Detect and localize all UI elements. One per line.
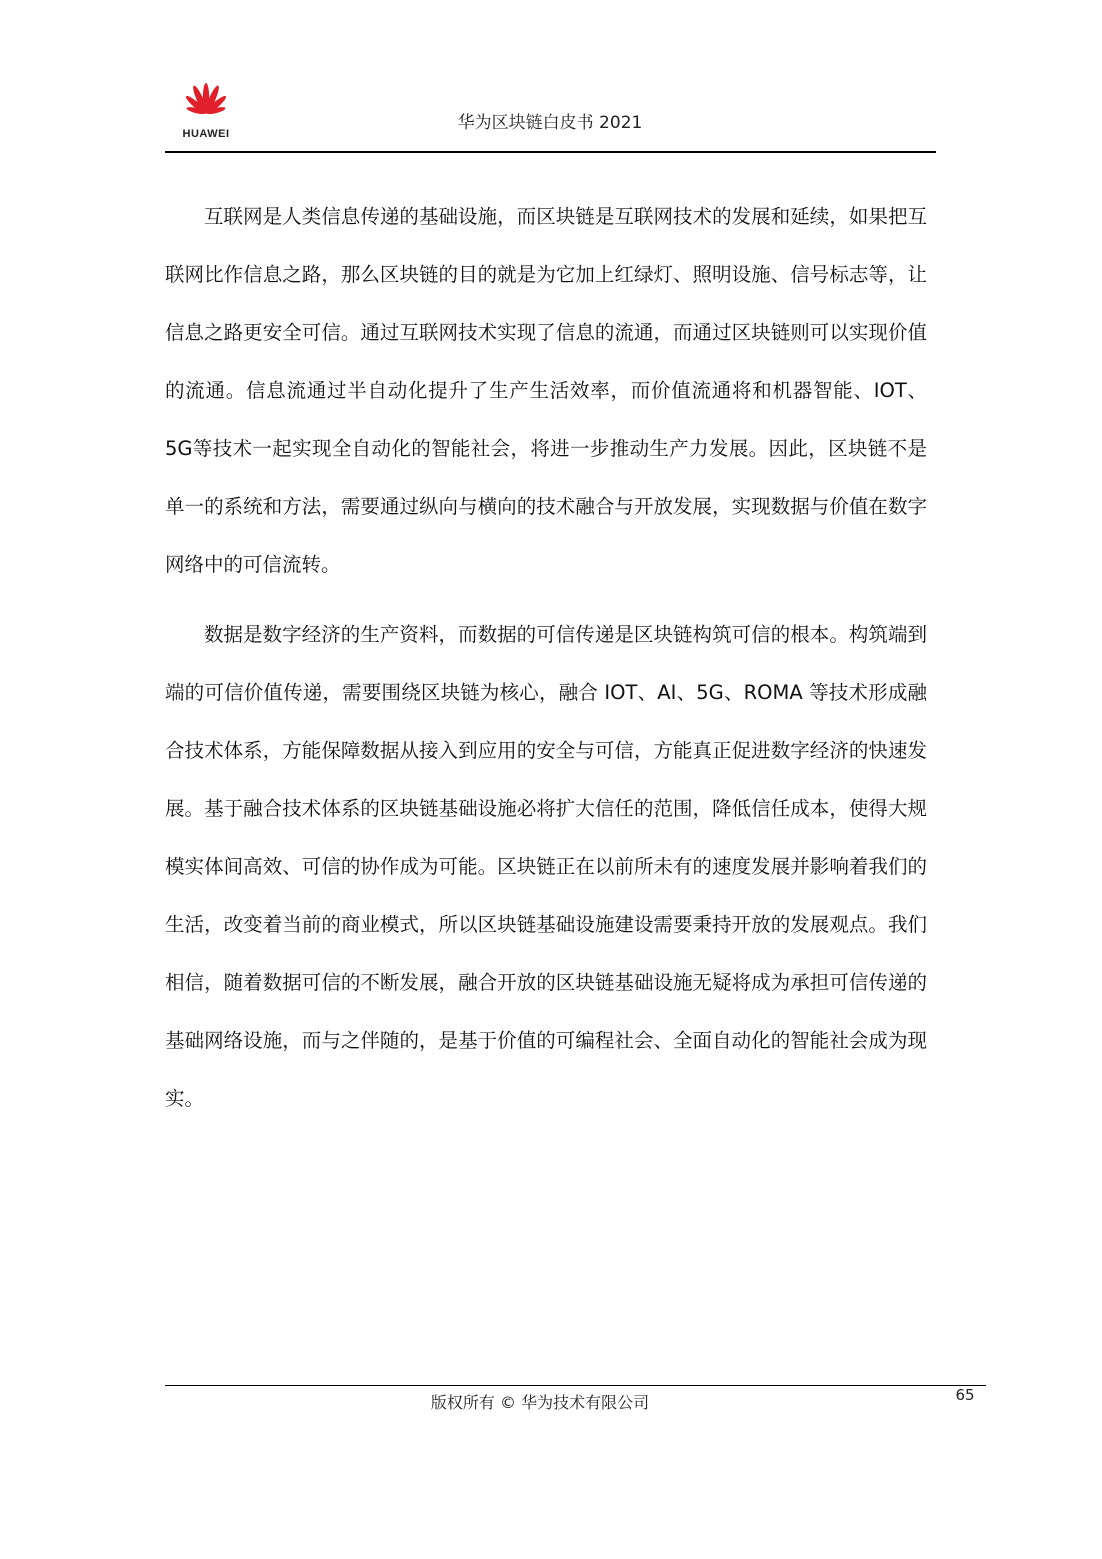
document-title: 华为区块链白皮书 2021 [457, 113, 643, 133]
paragraph-1: 互联网是人类信息传递的基础设施，而区块链是互联网技术的发展和延续，如果把互联网比作信息之路，那么区块链的目的就是为它加上红绿灯、照明设施、信号标志等，让信息之路更安全可信。通过互联网技术实现了信息的流通，而通过区块链则可以实现价值的流通。信息流通过半自动化提升了生产生活效率，而价值流通将和机器智能、IOT、5G等技术一起实现全自动化的智能社会，将进一步推动生产力发展。因此，区块链不是单一的系统和方法，需要通过纵向与横向的技术融合与开放发展，实现数据与价值在数字网络中的可信流转。 [165, 205, 927, 576]
logo-wordmark: HUAWEI [182, 128, 230, 140]
document-body [165, 188, 927, 1140]
page-header [0, 0, 1102, 160]
copyright-notice: 版权所有 © 华为技术有限公司 [430, 1393, 650, 1412]
footer-divider [165, 1385, 986, 1386]
page-number: 65 [955, 1386, 975, 1404]
paragraph-2: 数据是数字经济的生产资料，而数据的可信传递是区块链构筑可信的根本。构筑端到端的可信价值传递，需要围绕区块链为核心，融合 IOT、AI、5G、ROMA 等技术形成融合技术体系，方能保障数据从接入到应用的安全与可信，方能真正促进数字经济的快速发展。基于融合技术体系的区块链基础设施必将扩大信任的范围，降低信任成本，使得大规模实体间高效、可信的协作成为可能。区块链正在以前所未有的速度发展并影响着我们的生活，改变着当前的商业模式，所以区块链基础设施建设需要秉持开放的发展观点。我们相信，随着数据可信的不断发展，融合开放的区块链基础设施无疑将成为承担可信传递的基础网络设施，而与之伴随的，是基于价值的可编程社会、全面自动化的智能社会成为现实。 [165, 623, 927, 1110]
header-divider [165, 151, 936, 153]
huawei-flower-icon [178, 82, 234, 126]
huawei-logo [172, 82, 240, 144]
